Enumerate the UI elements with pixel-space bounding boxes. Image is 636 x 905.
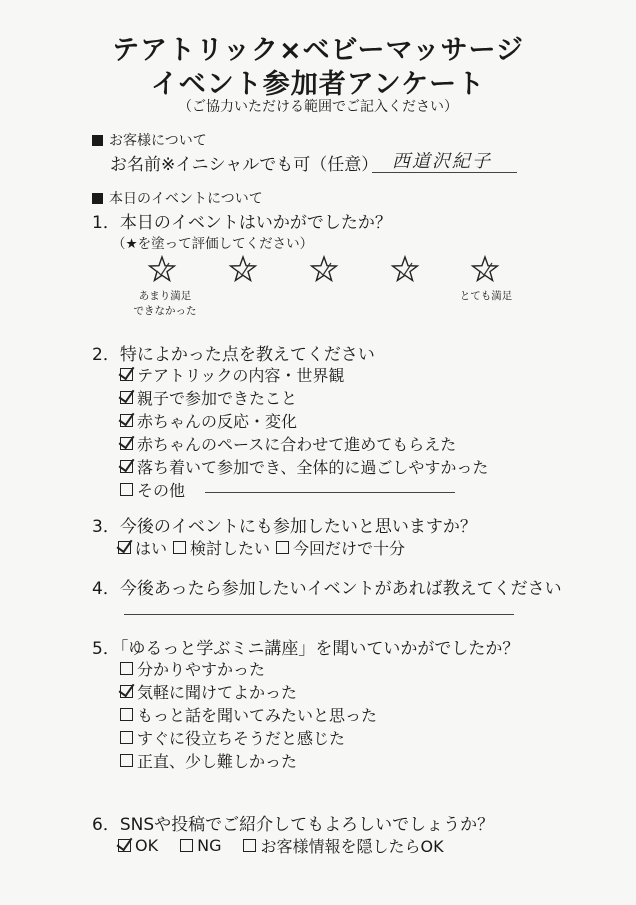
q5-option-5[interactable]	[120, 749, 377, 772]
rating-low-label-line-1: あまり満足	[138, 290, 192, 302]
checkbox[interactable]	[120, 483, 133, 496]
option-label: 気軽に聞けてよかった	[137, 683, 298, 702]
star-icon[interactable]	[147, 254, 177, 284]
option-label: すぐに役立ちそうだと感じた	[137, 729, 346, 748]
q1-note: （★を塗って評価してください）	[112, 236, 314, 252]
checkbox[interactable]	[243, 839, 256, 852]
title-line-2: イベント参加者アンケート	[150, 69, 486, 100]
customer-section-heading	[92, 130, 207, 150]
checkbox[interactable]	[120, 368, 133, 381]
checkbox[interactable]	[180, 839, 193, 852]
checkbox[interactable]	[120, 731, 133, 744]
option-label: NG	[197, 836, 222, 855]
q2-options	[120, 363, 488, 501]
q5-option-2[interactable]	[120, 680, 377, 703]
q6-options	[118, 834, 450, 857]
checkbox[interactable]	[120, 708, 133, 721]
q4-answer-underline[interactable]	[124, 614, 514, 615]
checkbox[interactable]	[120, 414, 133, 427]
q2-option-3[interactable]	[120, 409, 488, 432]
option-label: はい	[135, 539, 168, 558]
square-bullet-icon	[92, 135, 103, 146]
q2-label: 2．特によかった点を教えてください	[92, 345, 375, 365]
option-label: 今回だけで十分	[293, 539, 406, 558]
checkbox[interactable]	[118, 839, 131, 852]
rating-low-label	[133, 289, 197, 319]
option-label: 分かりやすかった	[137, 660, 266, 679]
checkbox[interactable]	[120, 391, 133, 404]
checkbox[interactable]	[120, 754, 133, 767]
option-label: テアトリックの内容・世界観	[137, 366, 345, 385]
option-label: 正直、少し難しかった	[137, 752, 298, 771]
q3-option-once[interactable]	[276, 536, 405, 559]
option-label: 親子で参加できたこと	[137, 389, 298, 408]
q5-option-4[interactable]	[120, 726, 377, 749]
option-label: 赤ちゃんのペースに合わせて進めてもらえた	[137, 435, 457, 454]
rating-high-label: とても満足	[459, 290, 513, 302]
name-field-underline	[372, 172, 517, 173]
other-field-underline[interactable]	[205, 492, 455, 493]
option-label: その他	[137, 481, 186, 500]
q3-option-consider[interactable]	[173, 536, 270, 559]
q1-label: 1．本日のイベントはいかがでしたか？	[92, 213, 392, 233]
option-label: OK	[135, 836, 159, 855]
checkbox[interactable]	[276, 541, 289, 554]
checkbox[interactable]	[173, 541, 186, 554]
event-section-label: 本日のイベントについて	[109, 191, 263, 207]
option-label: お客様情報を隠したらOK	[260, 837, 444, 856]
q5-label: 5．「ゆるっと学ぶミニ講座」を聞いていかがでしたか？	[92, 639, 520, 659]
square-bullet-icon	[92, 193, 103, 204]
rating-low-label-line-2: できなかった	[133, 305, 197, 318]
checkbox[interactable]	[120, 662, 133, 675]
q6-option-hidden-ok[interactable]	[243, 834, 443, 857]
q6-option-ok[interactable]	[118, 836, 158, 855]
checkbox[interactable]	[120, 437, 133, 450]
event-section-heading	[92, 188, 263, 208]
option-label: 検討したい	[190, 539, 271, 558]
q2-option-5[interactable]	[120, 455, 488, 478]
q3-label: 3．今後のイベントにも参加したいと思いますか？	[92, 517, 477, 537]
q5-options	[120, 657, 377, 772]
q5-option-1[interactable]	[120, 657, 377, 680]
q3-option-yes[interactable]	[118, 536, 167, 559]
customer-section-label: お客様について	[109, 133, 207, 149]
q2-option-2[interactable]	[120, 386, 488, 409]
option-label: 赤ちゃんの反応・変化	[137, 412, 298, 431]
q2-option-4[interactable]	[120, 432, 488, 455]
name-label: お名前※イニシャルでも可（任意）	[110, 155, 379, 175]
title-line-1: テアトリック×ベビーマッサージ	[112, 35, 524, 66]
option-label: もっと話を聞いてみたいと思った	[137, 706, 378, 725]
star-icon[interactable]	[228, 254, 258, 284]
q5-option-3[interactable]	[120, 703, 377, 726]
star-icon[interactable]	[390, 254, 420, 284]
checkbox[interactable]	[120, 460, 133, 473]
option-label: 落ち着いて参加でき、全体的に過ごしやすかった	[137, 458, 489, 477]
q6-option-ng[interactable]	[180, 836, 221, 855]
checkbox[interactable]	[120, 685, 133, 698]
q6-label: 6．SNSや投稿でご紹介してもよろしいでしょうか？	[92, 815, 495, 835]
star-icon[interactable]	[470, 254, 500, 284]
star-icon[interactable]	[309, 254, 339, 284]
checkbox[interactable]	[118, 541, 131, 554]
q3-options	[118, 536, 411, 559]
name-field-value[interactable]: 西道沢紀子	[392, 151, 492, 172]
q2-option-6[interactable]	[120, 478, 488, 501]
subtitle: （ご協力いただける範囲でご記入ください）	[178, 99, 458, 115]
q2-option-1[interactable]	[120, 363, 488, 386]
q4-label: 4．今後あったら参加したいイベントがあれば教えてください	[92, 579, 562, 599]
